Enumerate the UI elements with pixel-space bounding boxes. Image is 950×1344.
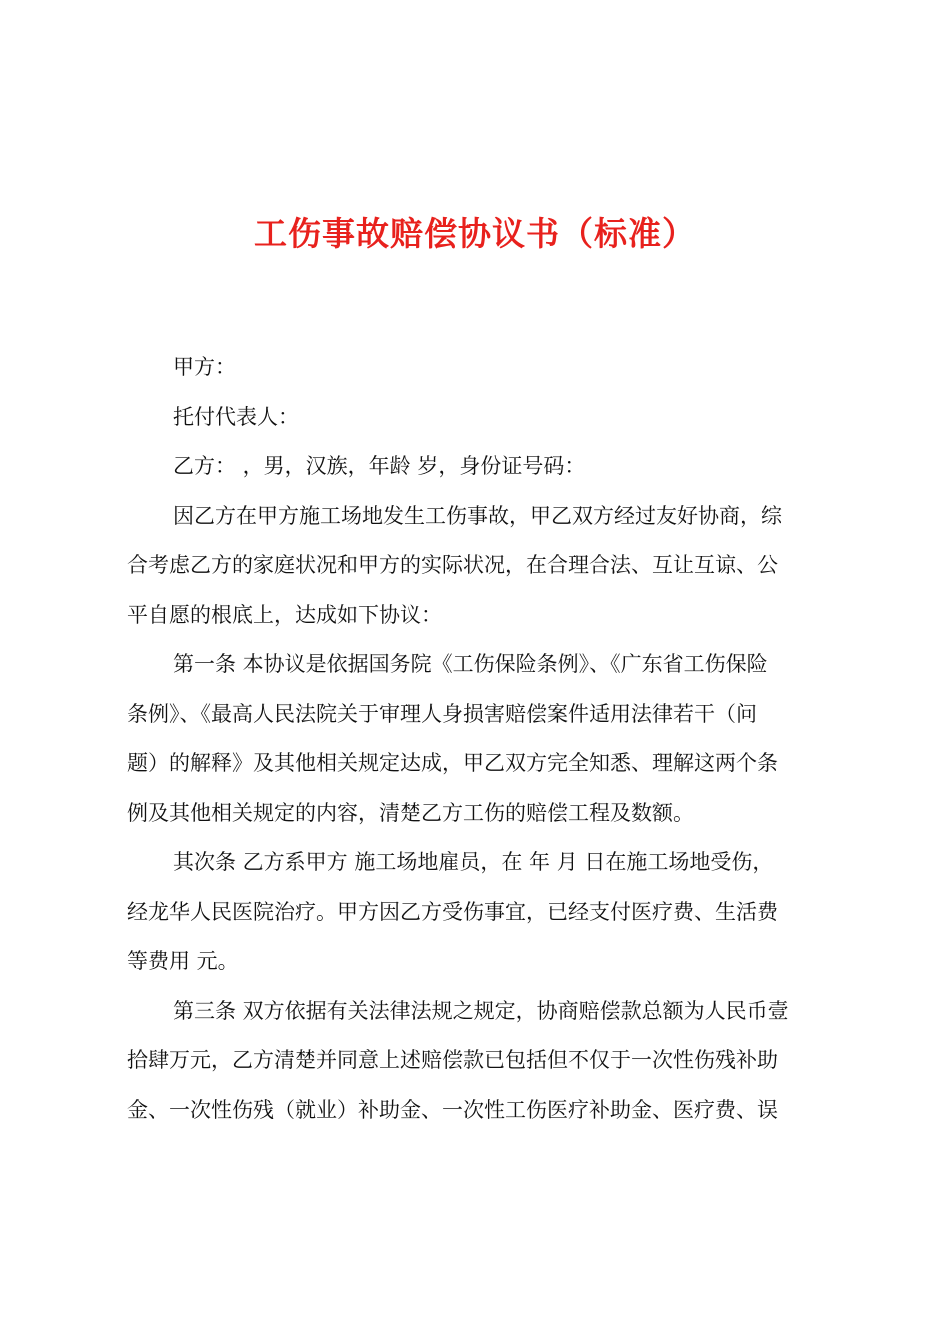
article-2-line: 等费用 元。 [127, 949, 239, 973]
intro-paragraph-line: 平自愿的根底上，达成如下协议： [127, 602, 442, 627]
document-body [127, 347, 833, 1139]
party-b-line: 乙方： ，男，汉族，年龄 岁，身份证号码： [173, 454, 586, 478]
document-title: 工伤事故赔偿协议书（标准） [254, 214, 696, 253]
intro-paragraph-line: 合考虑乙方的家庭状况和甲方的实际状况，在合理合法、互让互谅、公 [127, 553, 778, 577]
intro-paragraph-line: 因乙方在甲方施工场地发生工伤事故，甲乙双方经过友好协商，综 [173, 503, 782, 528]
article-1-line: 例及其他相关规定的内容，清楚乙方工伤的赔偿工程及数额。 [127, 800, 694, 825]
article-3-line: 拾肆万元，乙方清楚并同意上述赔偿款已包括但不仅于一次性伤残补助 [127, 1048, 778, 1072]
article-1-line: 条例》、《最高人民法院关于审理人身损害赔偿案件适用法律若干（问 [127, 701, 757, 726]
article-3-line: 第三条 双方依据有关法律法规之规定，协商赔偿款总额为人民币壹 [173, 998, 789, 1023]
article-2-line: 经龙华人民医院治疗。甲方因乙方受伤事宜，已经支付医疗费、生活费 [127, 899, 778, 924]
party-a-line: 甲方： [173, 355, 236, 379]
article-1-line: 题）的解释》及其他相关规定达成，甲乙双方完全知悉、理解这两个条 [127, 751, 778, 775]
article-2-line: 其次条 乙方系甲方 施工场地雇员，在 年 月 日在施工场地受伤， [173, 850, 774, 874]
article-1-line: 第一条 本协议是依据国务院《工伤保险条例》、《广东省工伤保险 [173, 652, 768, 676]
article-3-line: 金、一次性伤残（就业）补助金、一次性工伤医疗补助金、医疗费、误 [127, 1097, 778, 1122]
representative-line: 托付代表人： [173, 404, 299, 429]
